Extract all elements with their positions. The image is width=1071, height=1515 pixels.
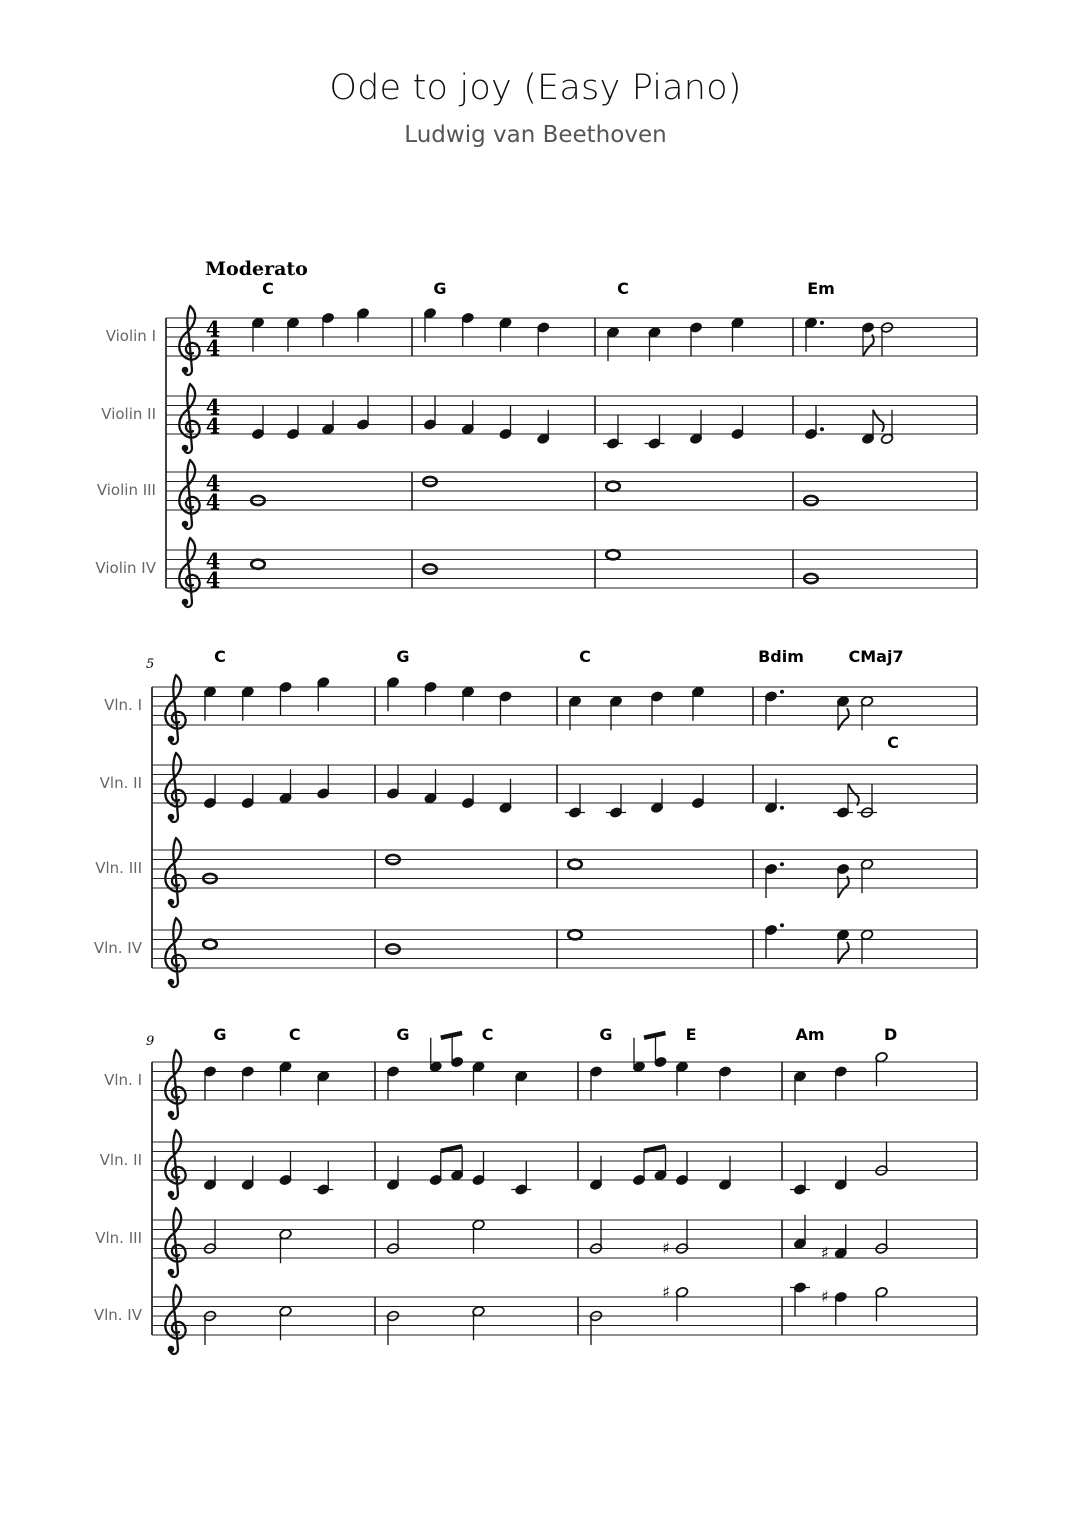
note (654, 1033, 667, 1068)
note (861, 322, 874, 357)
note (565, 784, 585, 819)
treble-clef-icon (165, 1285, 185, 1354)
note (691, 774, 704, 809)
note (386, 1220, 399, 1255)
treble-clef-icon (165, 838, 185, 907)
chord-symbol: G (396, 647, 410, 666)
note (880, 322, 893, 357)
time-signature-top: 4 (205, 394, 221, 420)
note (499, 691, 512, 726)
note (675, 1151, 688, 1186)
chord-symbol: E (685, 1025, 697, 1044)
note (606, 482, 620, 491)
note (386, 1310, 399, 1345)
note (606, 784, 626, 819)
note (537, 322, 550, 357)
composer-name: Ludwig van Beethoven (404, 122, 667, 148)
time-signature-bottom: 4 (205, 335, 221, 361)
instrument-name: Vln. III (95, 859, 142, 877)
note (203, 1066, 216, 1101)
note (875, 1220, 888, 1255)
note (313, 1161, 333, 1196)
note (203, 1310, 216, 1345)
note (450, 1033, 463, 1068)
note (833, 784, 859, 819)
note (834, 1291, 847, 1326)
treble-clef-icon (165, 675, 185, 744)
note (675, 1220, 688, 1255)
beam (441, 1146, 462, 1151)
note (875, 1142, 888, 1177)
instrument-name: Violin III (96, 481, 156, 499)
time-signature-top: 4 (205, 470, 221, 496)
chord-symbol: C (214, 647, 226, 666)
beam (441, 1033, 462, 1038)
note (317, 765, 330, 800)
treble-clef-icon (179, 306, 199, 375)
note (589, 1310, 602, 1345)
note (731, 405, 744, 440)
note (423, 396, 436, 431)
sharp-icon: ♯ (662, 1282, 670, 1302)
chord-symbol: C (262, 279, 274, 298)
note (203, 940, 217, 949)
treble-clef-icon (165, 1130, 185, 1199)
time-signature-bottom: 4 (205, 489, 221, 515)
note (241, 1066, 254, 1101)
treble-clef-icon (165, 1208, 185, 1277)
tempo-marking: Moderato (205, 258, 308, 280)
note (589, 1220, 602, 1255)
note (251, 560, 265, 569)
note (251, 405, 264, 440)
note (241, 774, 254, 809)
note (279, 681, 292, 716)
note (650, 691, 663, 726)
score-title: Ode to joy (Easy Piano) (329, 68, 742, 108)
note (764, 690, 784, 726)
note (632, 1151, 645, 1186)
note (645, 415, 665, 450)
note (279, 1151, 292, 1186)
note (764, 862, 784, 898)
note (461, 774, 474, 809)
treble-clef-icon (165, 1050, 185, 1119)
instrument-name: Vln. II (99, 1151, 142, 1169)
time-signature-bottom: 4 (205, 567, 221, 593)
chord-symbol: G (599, 1025, 613, 1044)
instrument-name: Vln. III (95, 1229, 142, 1247)
chord-symbol: C (481, 1025, 494, 1044)
note (429, 1151, 442, 1186)
treble-clef-icon (165, 753, 185, 822)
note (606, 550, 620, 559)
sharp-icon: ♯ (662, 1238, 670, 1258)
instrument-name: Vln. I (104, 696, 142, 714)
treble-clef-icon (179, 384, 199, 453)
instrument-name: Vln. IV (93, 1306, 142, 1324)
note (203, 774, 216, 809)
note (834, 1066, 847, 1101)
chord-symbol: C (579, 647, 591, 666)
time-signature-bottom: 4 (205, 413, 221, 439)
chord-symbol: C (288, 1025, 301, 1044)
note (386, 765, 399, 800)
chord-symbol: D (884, 1025, 898, 1044)
treble-clef-icon (179, 538, 199, 607)
chord-symbol: Bdim (758, 647, 804, 666)
sharp-icon: ♯ (820, 1243, 829, 1263)
instrument-name: Vln. IV (93, 939, 142, 957)
note (568, 860, 582, 869)
note (424, 681, 437, 716)
note (461, 312, 474, 347)
note (804, 405, 824, 440)
note (689, 322, 702, 357)
time-signature-top: 4 (205, 548, 221, 574)
instrument-name: Vln. I (104, 1071, 142, 1089)
time-signature-top: 4 (205, 316, 221, 342)
chord-symbol: C (887, 733, 899, 752)
beam (644, 1033, 666, 1038)
note (836, 863, 849, 898)
note (203, 1220, 216, 1255)
note (790, 1282, 810, 1317)
chord-symbol: G (396, 1025, 410, 1044)
instrument-name: Violin II (101, 405, 156, 423)
treble-clef-icon (179, 460, 199, 529)
note (790, 1161, 810, 1196)
treble-clef-icon (165, 918, 185, 987)
note (321, 312, 334, 347)
note (632, 1038, 645, 1073)
note (386, 1066, 399, 1101)
measure-number: 5 (146, 657, 155, 672)
sharp-icon: ♯ (820, 1287, 829, 1306)
chord-symbol: Em (807, 279, 835, 298)
chord-symbol: C (617, 279, 629, 298)
note (286, 405, 299, 440)
note (718, 1066, 731, 1101)
instrument-name: Violin IV (95, 559, 156, 577)
chord-symbol: CMaj7 (848, 647, 904, 666)
beam (644, 1146, 666, 1151)
note (589, 1066, 602, 1101)
instrument-name: Violin I (105, 327, 156, 345)
note (499, 405, 512, 440)
note (764, 923, 784, 959)
note (429, 1038, 442, 1073)
note (857, 784, 877, 819)
note (568, 930, 582, 939)
measure-number: 9 (146, 1034, 155, 1049)
chord-symbol: G (213, 1025, 227, 1044)
note (603, 415, 623, 450)
chord-symbol: G (433, 279, 447, 298)
note (472, 1151, 485, 1186)
note (356, 396, 369, 431)
note (511, 1161, 531, 1196)
instrument-name: Vln. II (99, 774, 142, 792)
chord-symbol: Am (795, 1025, 825, 1044)
